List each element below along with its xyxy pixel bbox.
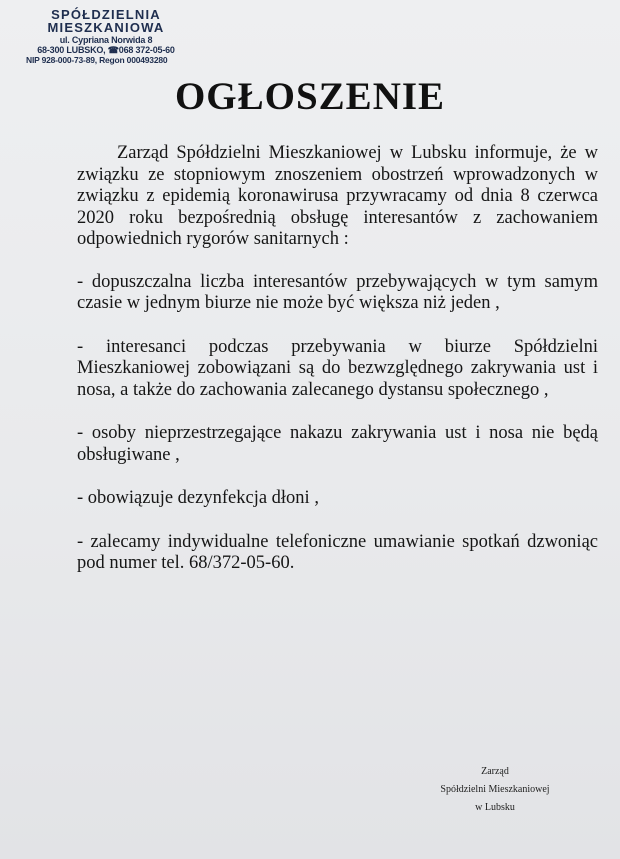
cooperative-stamp	[26, 8, 186, 65]
list-item: - osoby nieprzestrzegające nakazu zakrywania ust i nosa nie będą obsługiwane ,	[77, 423, 598, 465]
page-title: OGŁOSZENIE	[174, 75, 446, 118]
signature-block	[420, 763, 570, 817]
intro-paragraph: Zarząd Spółdzielni Mieszkaniowej w Lubsku informuje, że w związku ze stopniowym znoszeniem obostrzeń wprowadzonych w związku z epidemią koronawirusa przywracamy od dnia 8 czerwca 2020 roku bezpośrednią obsługę interesantów z zachowaniem odpowiednich rygorów sanitarnych :	[77, 143, 598, 249]
signature-line-2: Spółdzielni Mieszkaniowej	[440, 784, 550, 795]
list-item: - dopuszczalna liczba interesantów przebywających w tym samym czasie w jednym biurze nie może być większa niż jeden ,	[77, 271, 598, 313]
stamp-street: ul. Cypriana Norwida 8	[59, 35, 153, 45]
list-item: - zalecamy indywidualne telefoniczne umawianie spotkań dzwoniąc pod numer tel. 68/372-05-60.	[77, 531, 598, 573]
stamp-tax-ids: NIP 928-000-73-89, Regon 000493280	[26, 55, 168, 65]
list-item: - obowiązuje dezynfekcja dłoni ,	[77, 488, 319, 508]
stamp-name-line-1: SPÓŁDZIELNIA	[51, 7, 161, 22]
stamp-city-phone: 68-300 LUBSKO, ☎068 372-05-60	[37, 45, 175, 55]
announcement-body	[77, 143, 598, 575]
list-item: - interesanci podczas przebywania w biurze Spółdzielni Mieszkaniowej zobowiązani są do bezwzględnego zakrywania ust i nosa, a także do zachowania zalecanego dystansu społecznego ,	[77, 336, 598, 400]
signature-line-1: Zarząd	[481, 766, 509, 777]
signature-line-3: w Lubsku	[475, 802, 515, 813]
stamp-name-line-2: MIESZKANIOWA	[47, 20, 165, 35]
